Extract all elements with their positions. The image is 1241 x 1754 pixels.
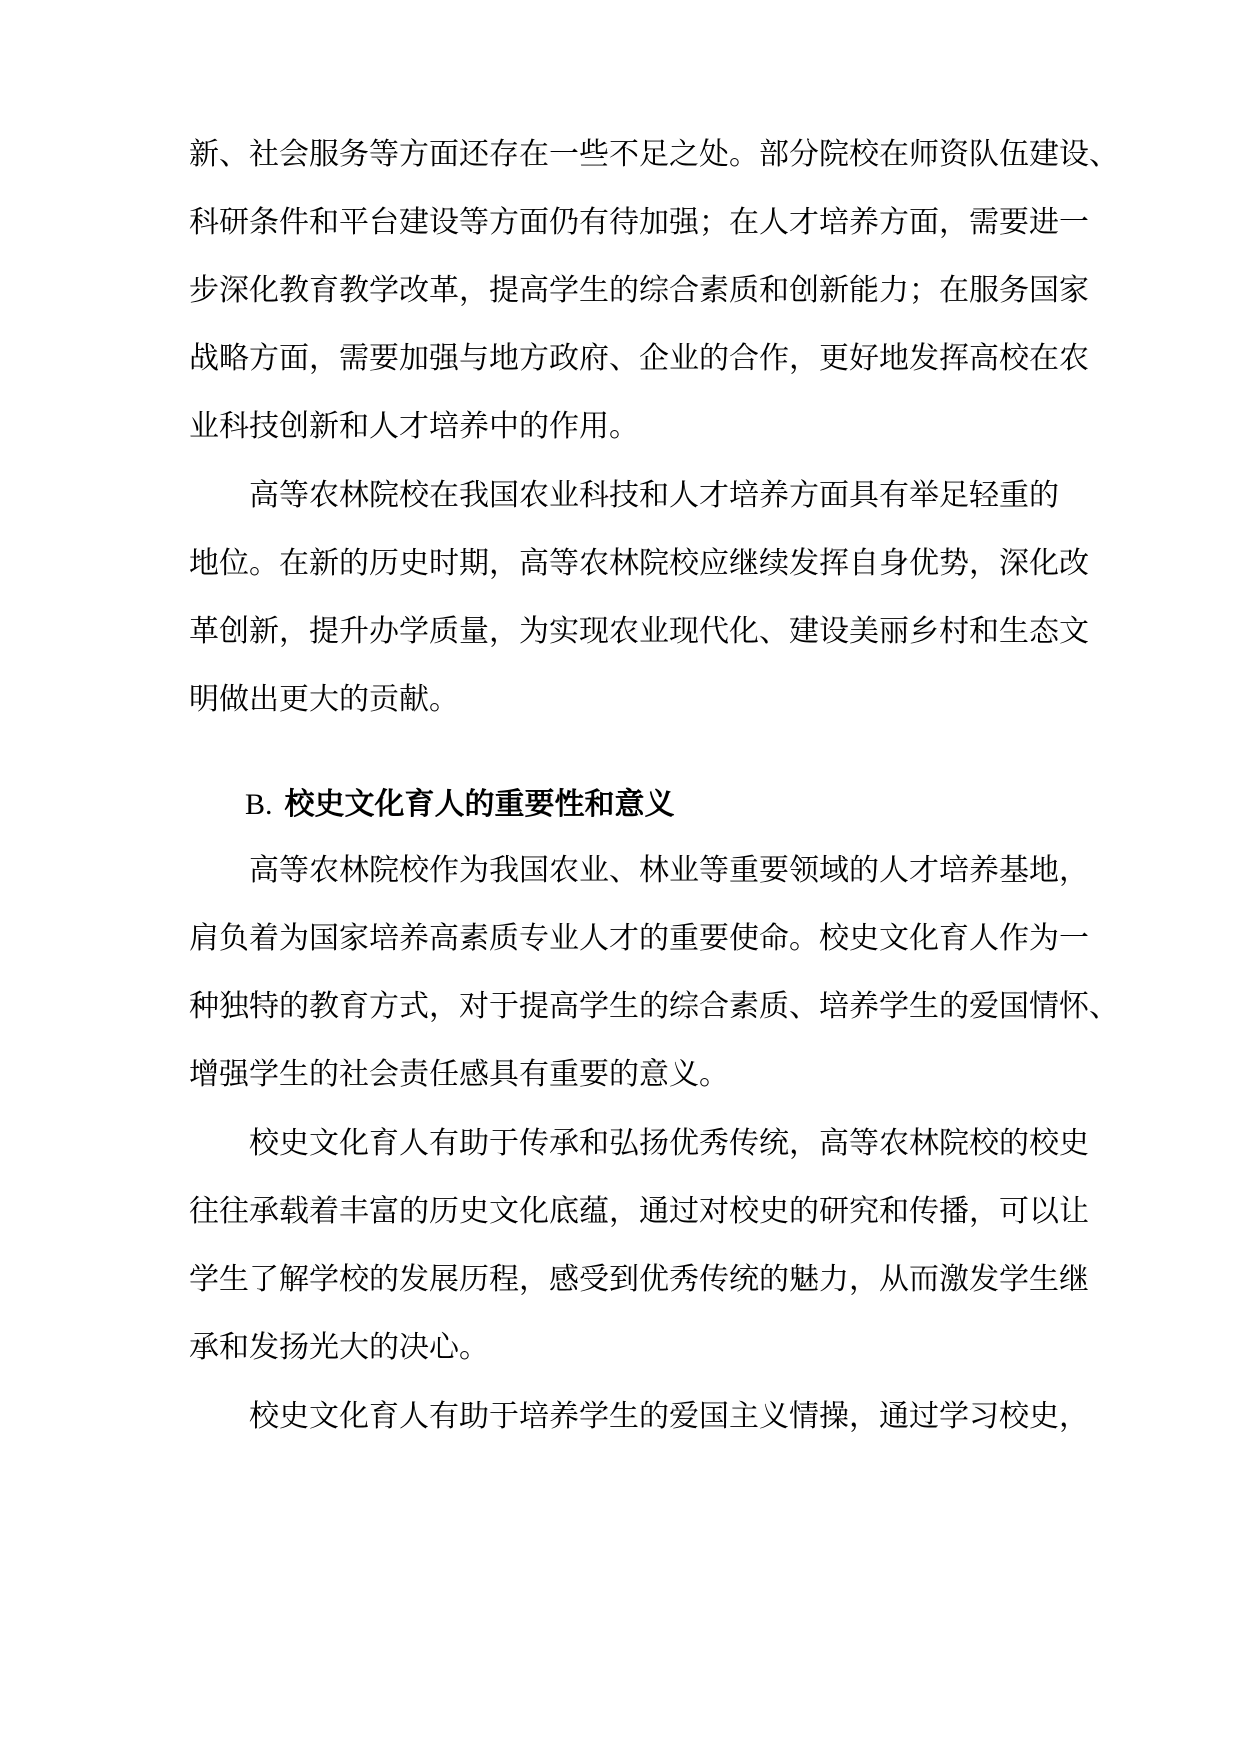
paragraph-1-line-3: 步深化教育教学改革，提高学生的综合素质和创新能力；在服务国家 <box>189 273 1089 308</box>
paragraph-3-line-4: 增强学生的社会责任感具有重要的意义。 <box>189 1057 729 1092</box>
section-heading-title: 校史文化育人的重要性和意义 <box>284 787 675 822</box>
paragraph-3-line-1: 高等农林院校作为我国农业、林业等重要领域的人才培养基地， <box>249 853 1089 888</box>
paragraph-1-line-1: 新、社会服务等方面还存在一些不足之处。部分院校在师资队伍建设、 <box>189 137 1119 172</box>
paragraph-2-line-3: 革创新，提升办学质量，为实现农业现代化、建设美丽乡村和生态文 <box>189 614 1089 649</box>
paragraph-5-line-1: 校史文化育人有助于培养学生的爱国主义情操，通过学习校史， <box>249 1399 1089 1434</box>
paragraph-2-line-4: 明做出更大的贡献。 <box>189 682 459 717</box>
paragraph-4-line-2: 往往承载着丰富的历史文化底蕴，通过对校史的研究和传播，可以让 <box>189 1194 1089 1229</box>
paragraph-4-line-3: 学生了解学校的发展历程，感受到优秀传统的魅力，从而激发学生继 <box>189 1262 1089 1297</box>
paragraph-1-line-4: 战略方面，需要加强与地方政府、企业的合作，更好地发挥高校在农 <box>189 341 1089 376</box>
paragraph-2-line-1: 高等农林院校在我国农业科技和人才培养方面具有举足轻重的 <box>249 478 1059 513</box>
paragraph-3-line-3: 种独特的教育方式，对于提高学生的综合素质、培养学生的爱国情怀、 <box>189 989 1119 1024</box>
paragraph-4-line-1: 校史文化育人有助于传承和弘扬优秀传统，高等农林院校的校史 <box>249 1126 1089 1161</box>
paragraph-4-line-4: 承和发扬光大的决心。 <box>189 1330 489 1365</box>
paragraph-1-line-2: 科研条件和平台建设等方面仍有待加强；在人才培养方面，需要进一 <box>189 205 1089 240</box>
paragraph-3-line-2: 肩负着为国家培养高素质专业人才的重要使命。校史文化育人作为一 <box>189 921 1089 956</box>
paragraph-1-line-5: 业科技创新和人才培养中的作用。 <box>189 409 639 444</box>
paragraph-2-line-2: 地位。在新的历史时期，高等农林院校应继续发挥自身优势，深化改 <box>189 546 1089 581</box>
section-heading-number: B. <box>245 788 273 821</box>
section-heading <box>245 785 675 825</box>
